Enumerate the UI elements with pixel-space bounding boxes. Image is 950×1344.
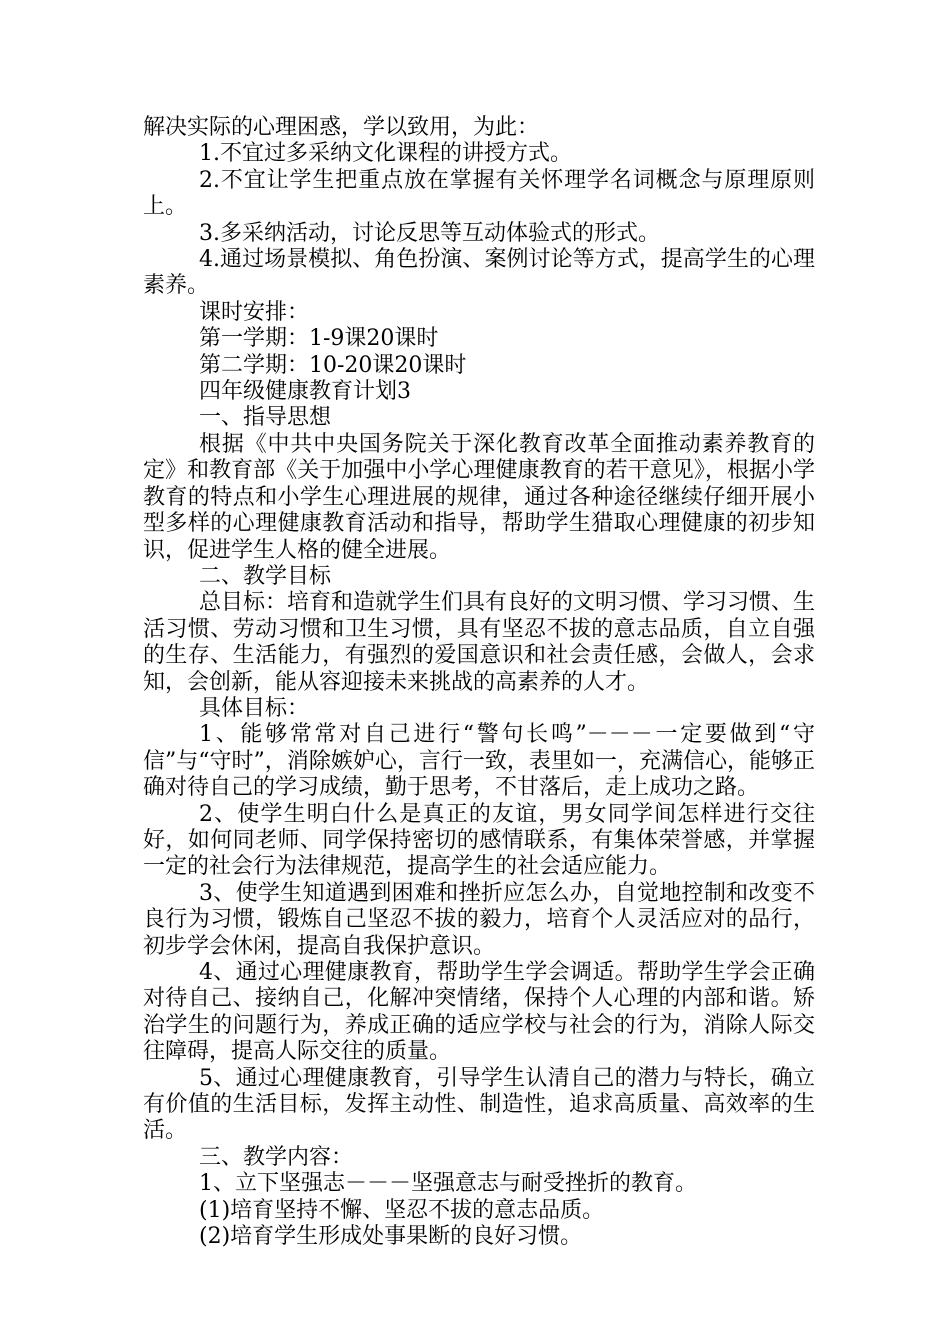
list-item: 4.通过场景模拟、角色扮演、案例讨论等方式，提高学生的心理素养。 xyxy=(143,247,815,299)
paragraph: 课时安排： xyxy=(199,299,310,325)
paragraph: 总目标：培育和造就学生们具有良好的文明习惯、学习习惯、生活习惯、劳动习惯和卫生习惯，具有坚忍不拔的意志品质，自立自强的生存、生活能力，有强烈的爱国意识和社会责任感，会做人，会求知，会创新，能从容迎接未来挑战的高素养的人才。 xyxy=(143,590,816,695)
list-item: 3、使学生知道遇到困难和挫折应怎么办，自觉地控制和改变不良行为习惯，锻炼自己坚忍不拔的毅力，培育个人灵活应对的品行，初步学会休闲，提高自我保护意识。 xyxy=(143,880,815,959)
list-item: 5、通过心理健康教育，引导学生认清自己的潜力与特长，确立有价值的生活目标，发挥主动性、制造性，追求高质量、高效率的生活。 xyxy=(143,1065,815,1144)
section-heading: 三、教学内容： xyxy=(199,1144,354,1170)
paragraph: 解决实际的心理困惑，学以致用，为此： xyxy=(143,115,540,140)
list-item: 1.不宜过多采纳文化课程的讲授方式。 xyxy=(199,141,572,167)
paragraph: 根据《中共中央国务院关于深化教育改革全面推动素养教育的定》和教育部《关于加强中小学心理健康教育的若干意见》，根据小学教育的特点和小学生心理进展的规律，通过各种途径继续仔细开展小型多样的心理健康教育活动和指导，帮助学生猎取心理健康的初步知识，促进学生人格的健全进展。 xyxy=(143,431,815,563)
section-heading: 二、教学目标 xyxy=(199,563,332,589)
list-item: 1、立下坚强志－－－坚强意志与耐受挫折的教育。 xyxy=(199,1171,697,1197)
list-item: 1、能够常常对自己进行“警句长鸣”－－－一定要做到“守信”与“守时”，消除嫉妒心，言行一致，表里如一，充满信心，能够正确对待自己的学习成绩，勤于思考，不甘落后，走上成功之路。 xyxy=(143,722,815,801)
list-item: 2、使学生明白什么是真正的友谊，男女同学间怎样进行交往好，如何同老师、同学保持密切的感情联系，有集体荣誉感，并掌握一定的社会行为法律规范，提高学生的社会适应能力。 xyxy=(143,801,815,880)
section-title: 四年级健康教育计划3 xyxy=(199,379,411,405)
section-heading: 一、指导思想 xyxy=(199,405,332,431)
document-body xyxy=(143,115,815,1250)
paragraph: 第一学期：1-9课20课时 xyxy=(199,326,439,352)
list-item: 2.不宜让学生把重点放在掌握有关怀理学名词概念与原理原则上。 xyxy=(143,167,815,220)
list-item: 4、通过心理健康教育，帮助学生学会调适。帮助学生学会正确对待自己、接纳自己，化解冲突情绪，保持个人心理的内部和谐。矫治学生的问题行为，养成正确的适应学校与社会的行为，消除人际交往障碍，提高人际交往的质量。 xyxy=(143,960,815,1065)
paragraph: 第二学期：10-20课20课时 xyxy=(199,352,467,378)
list-item: (2)培育学生形成处事果断的良好习惯。 xyxy=(199,1224,583,1250)
list-item: (1)培育坚持不懈、坚忍不拔的意志品质。 xyxy=(199,1197,605,1223)
list-item: 3.多采纳活动，讨论反思等互动体验式的形式。 xyxy=(199,220,660,246)
paragraph: 具体目标： xyxy=(199,695,310,721)
